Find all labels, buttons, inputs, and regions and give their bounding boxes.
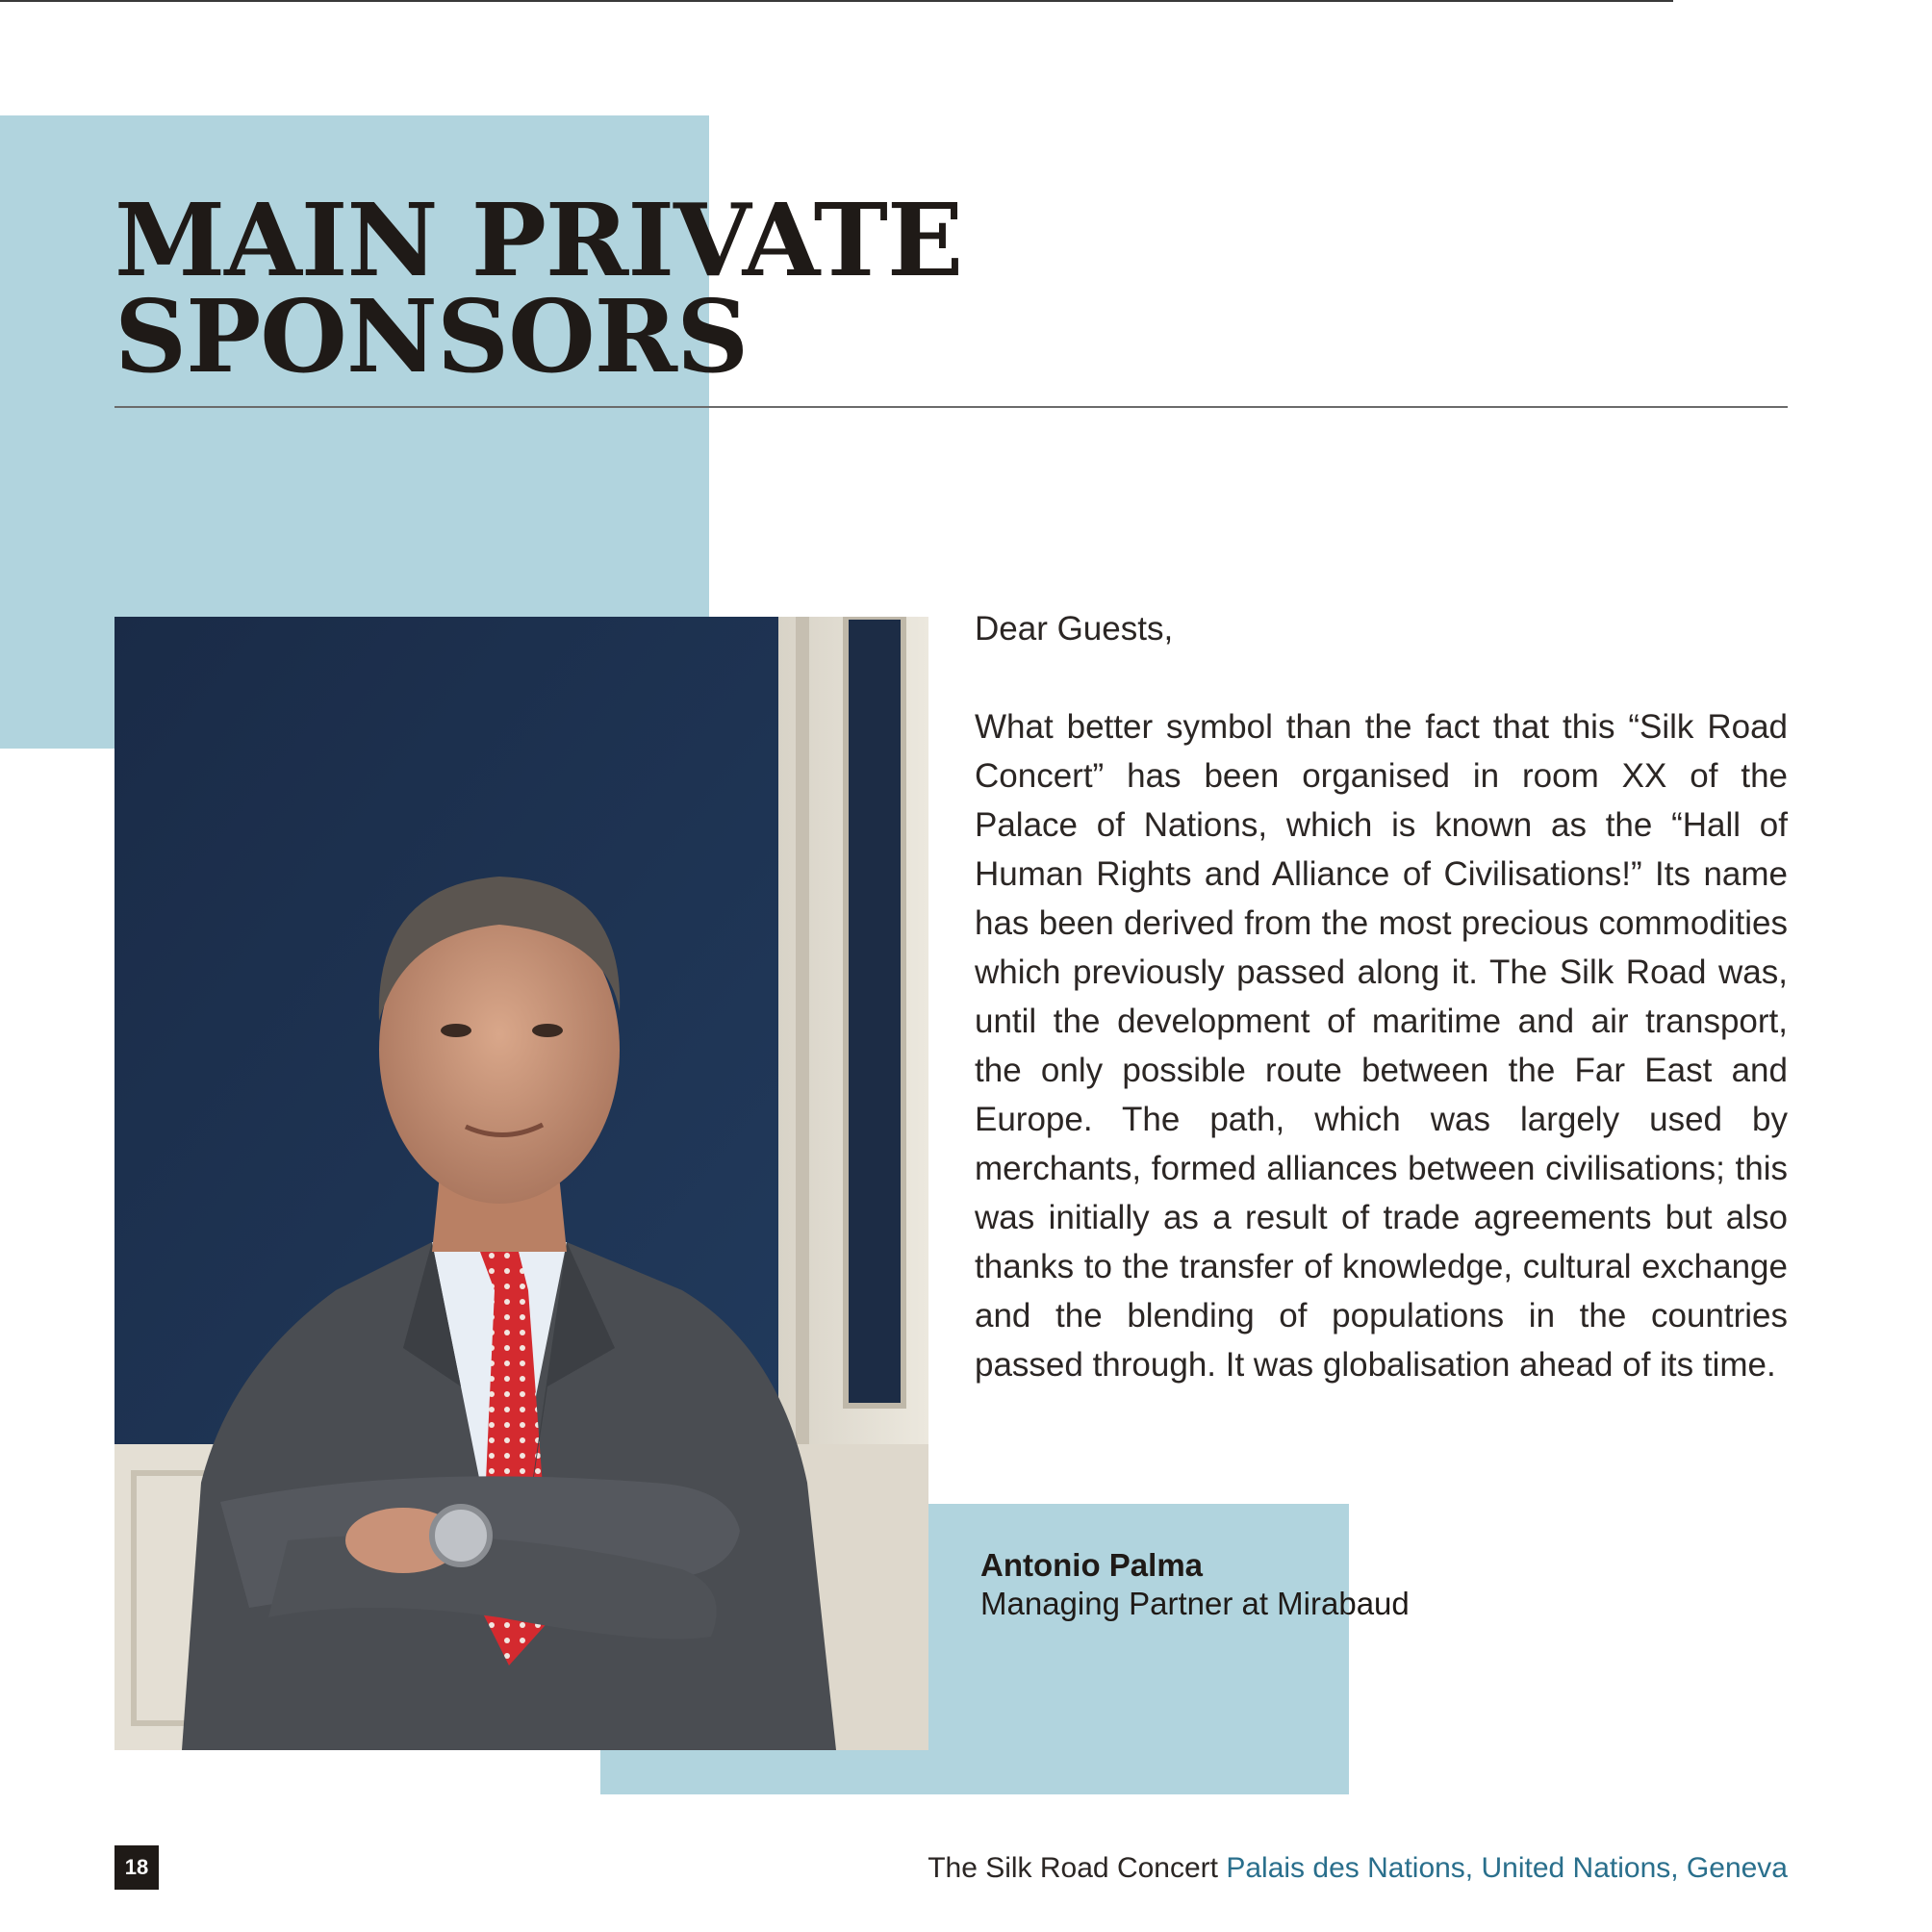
letter-body: What better symbol than the fact that this “Silk Road Concert” has been organised in room XX of the Palace of Nations, which is known as the “Hall of Human Rights and Alliance of Civilisations!” Its name has been derived from the most precious commodities which previously passed along it. The Silk Road was, until the development of maritime and air transport, the only possible route between the Far East and Europe. The path, which was largely used by merchants, formed alliances between civilisations; this was initially as a result of trade agreements but also thanks to the transfer of knowledge, cultural exchange and the blending of populations in the countries passed through. It was globalisation ahead of its time.: [975, 708, 1788, 1384]
page-number: 18: [114, 1845, 159, 1890]
portrait-photo: [114, 617, 928, 1750]
portrait-illustration: [114, 617, 928, 1750]
footer-divider: [0, 0, 1673, 2]
footer-caption: [928, 1849, 1788, 1888]
page-title-line-2: SPONSORS: [114, 277, 749, 395]
letter: [975, 604, 1788, 1389]
signer-name: Antonio Palma: [980, 1547, 1204, 1583]
letter-greeting: Dear Guests,: [975, 610, 1174, 648]
signature: [980, 1546, 1519, 1623]
page-title-line-1: MAIN PRIVATE: [114, 181, 963, 299]
title-divider: [114, 406, 1788, 408]
signer-role: Managing Partner at Mirabaud: [980, 1586, 1410, 1621]
footer-event-name: The Silk Road Concert: [928, 1852, 1218, 1884]
page-title: [114, 181, 963, 395]
footer-venue: Palais des Nations, United Nations, Geneva: [1226, 1852, 1788, 1884]
